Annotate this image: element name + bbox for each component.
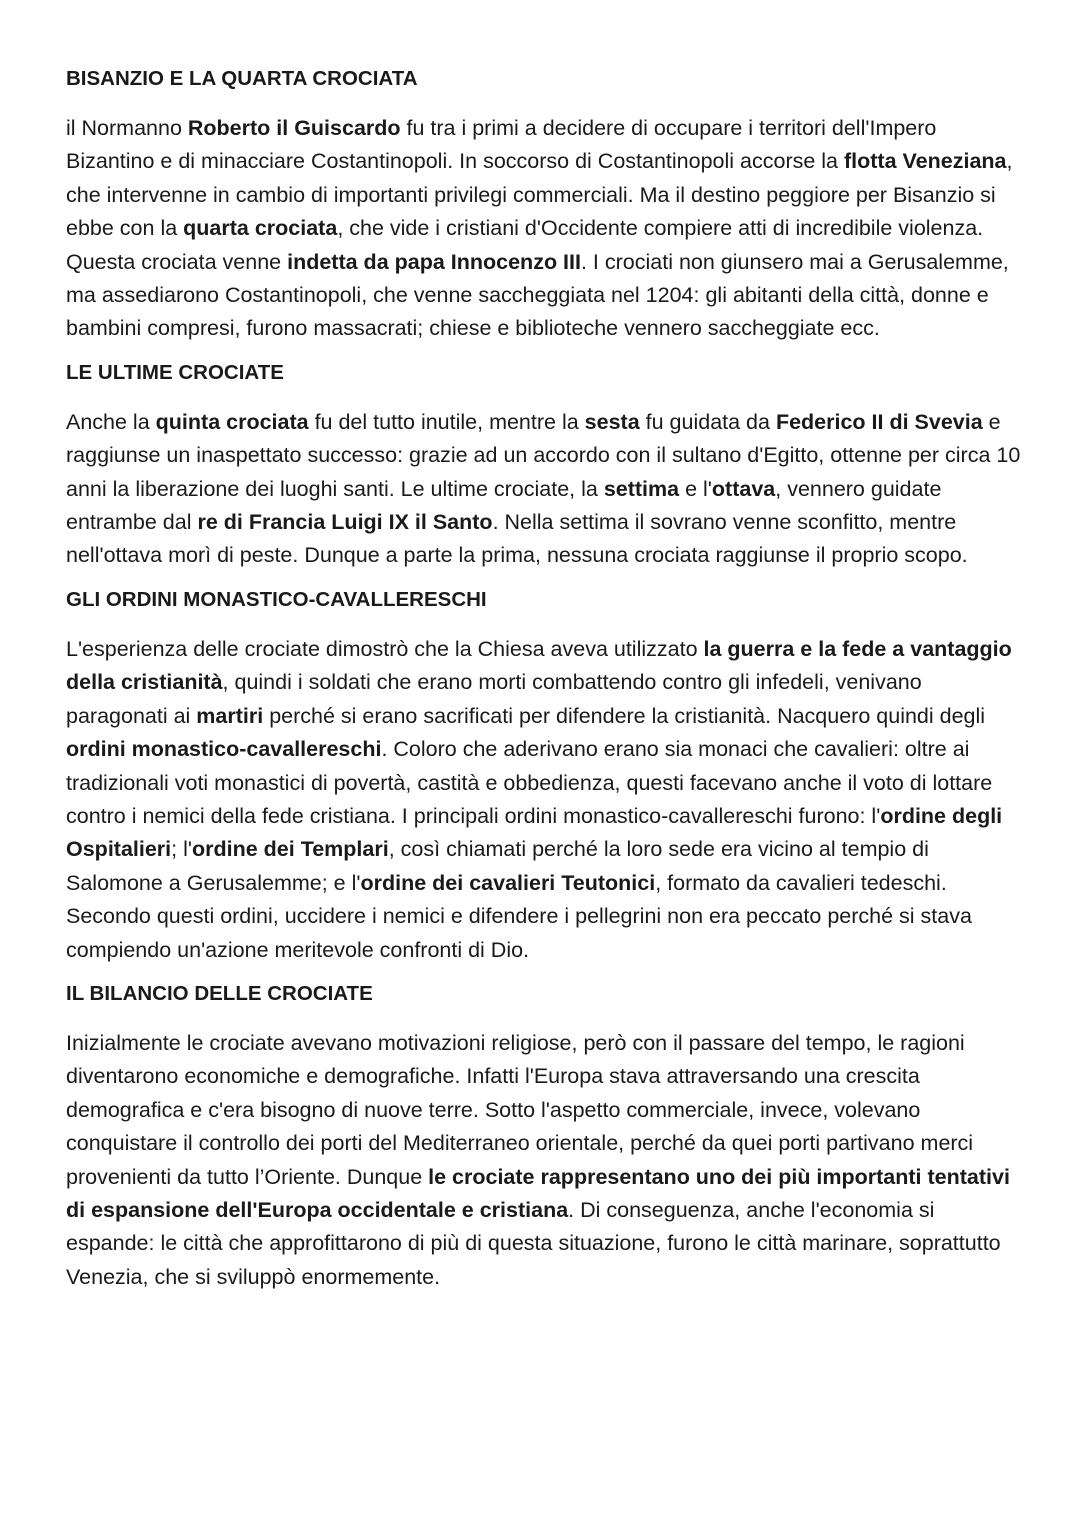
bold-text-run: Federico II di Svevia (775, 409, 983, 434)
text-run: Anche la (66, 409, 156, 434)
section-paragraph (66, 633, 1026, 967)
text-run: fu tra i primi a decidere di occupare i territori dell'Impero Bizantino e di minacciare Costantinopoli. In soccorso di Costantinopoli accorse la (66, 116, 937, 174)
bold-text-run: le crociate rappresentano uno dei più importanti tentativi di espansione dell'Europa occidentale e cristiana (66, 1164, 1010, 1222)
text-run: il Normanno (66, 116, 188, 140)
section-ultime-crociate (66, 356, 1026, 573)
bold-text-run: martiri (196, 703, 264, 728)
bold-text-run: quarta crociata (183, 216, 338, 241)
text-run: , così chiamati perché la loro sede era vicino al tempio di Salomone a Gerusalemme; e l' (66, 837, 929, 895)
section-title: BISANZIO E LA QUARTA CROCIATA (66, 67, 418, 90)
bold-text-run: flotta Veneziana (844, 149, 1007, 174)
bold-text-run: ordini monastico-cavallereschi (66, 737, 382, 762)
bold-text-run: sesta (584, 409, 640, 434)
section-title: LE ULTIME CROCIATE (66, 360, 284, 384)
bold-text-run: ordine dei Templari (191, 837, 389, 862)
section-paragraph (66, 406, 1026, 573)
text-run: , quindi i soldati che erano morti combattendo contro gli infedeli, venivano paragonati ai (66, 670, 922, 728)
bold-text-run: indetta da papa Innocenzo III (287, 249, 581, 274)
bold-text-run: la guerra e la fede a vantaggio della cristianità (66, 636, 1012, 695)
text-run: , vennero guidate entrambe dal (66, 476, 942, 535)
bold-text-run: re di Francia Luigi IX il Santo (197, 510, 493, 535)
bold-text-run: ottava (711, 476, 776, 501)
bold-text-run: quinta crociata (155, 409, 309, 434)
text-run: e raggiunse un inaspettato successo: grazie ad un accordo con il sultano d'Egitto, ottenne per circa 10 anni la liberazione dei luoghi santi. Le ultime crociate, la (66, 409, 1021, 501)
text-run: e l' (679, 476, 712, 501)
text-run: . I crociati non giunsero mai a Gerusalemme, ma assediarono Costantinopoli, che venne saccheggiata nel 1204: gli abitanti della città, donne e bambini compresi, furono massacrati; chiese e biblioteche vennero saccheggiate ecc. (66, 249, 1009, 341)
text-run: fu guidata da (639, 409, 776, 434)
text-run: fu del tutto inutile, mentre la (308, 409, 585, 434)
section-bisanzio (66, 62, 1026, 346)
text-run: L'esperienza delle crociate dimostrò che la Chiesa aveva utilizzato (66, 636, 704, 661)
text-run: . Coloro che aderivano erano sia monaci che cavalieri: oltre ai tradizionali voti monastici di povertà, castità e obbedienza, questi facevano anche il voto di lottare contro i nemici della fede cristiana. I principali ordini monastico-cavallereschi furono: l' (66, 737, 993, 828)
document-page (66, 62, 1026, 1304)
text-run: ; l' (171, 837, 192, 862)
bold-text-run: ordine dei cavalieri Teutonici (360, 870, 656, 895)
text-run: . Di conseguenza, anche l'economia si espande: le città che approfittarono di più di questa situazione, furono le città marinare, soprattutto Venezia, che si sviluppò enormemente. (66, 1197, 1001, 1289)
section-title: GLI ORDINI MONASTICO-CAVALLERESCHI (66, 587, 487, 611)
section-title: IL BILANCIO DELLE CROCIATE (66, 981, 373, 1005)
text-run: , formato da cavalieri tedeschi. Secondo questi ordini, uccidere i nemici e difendere i pellegrini non era peccato perché si stava compiendo un'azione meritevole confronti di Dio. (66, 870, 972, 962)
bold-text-run: ordine degli Ospitalieri (66, 803, 1003, 862)
text-run: Inizialmente le crociate avevano motivazioni religiose, però con il passare del tempo, le ragioni diventarono economiche e demografiche. Infatti l'Europa stava attraversando una crescita demografica e c'era bisogno di nuove terre. Sotto l'aspetto commerciale, invece, volevano conquistare il controllo dei porti del Mediterraneo orientale, perché da quei porti partivano merci provenienti da tutto l’Oriente. Dunque (66, 1030, 974, 1189)
text-run: , che vide i cristiani d'Occidente compiere atti di incredibile violenza. Questa crociata venne (66, 216, 984, 274)
bold-text-run: Roberto il Guiscardo (187, 116, 401, 140)
text-run: perché si erano sacrificati per difendere la cristianità. Nacquero quindi degli (263, 703, 986, 728)
section-paragraph (66, 112, 1026, 346)
section-paragraph (66, 1027, 1026, 1294)
text-run: . Nella settima il sovrano venne sconfitto, mentre nell'ottava morì di peste. Dunque a parte la prima, nessuna crociata raggiunse il proprio scopo. (66, 510, 968, 568)
bold-text-run: settima (603, 476, 680, 501)
section-bilancio-crociate (66, 977, 1026, 1294)
section-ordini-monastico-cavallereschi (66, 583, 1026, 967)
text-run: , che intervenne in cambio di importanti privilegi commerciali. Ma il destino peggiore per Bisanzio si ebbe con la (66, 149, 1013, 241)
